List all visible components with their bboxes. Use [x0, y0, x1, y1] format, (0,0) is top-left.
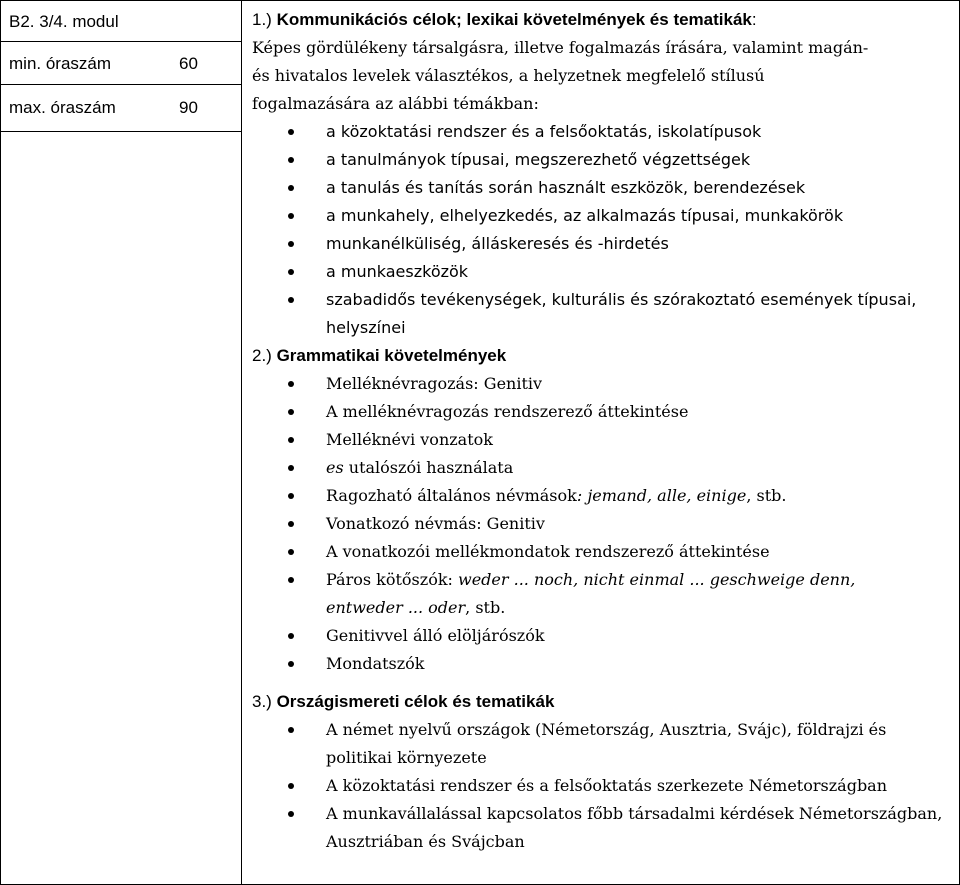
section1-intro	[252, 34, 952, 118]
list-item: a tanulmányok típusai, megszerezhető végzettségek	[252, 146, 952, 174]
list-item: A közoktatási rendszer és a felsőoktatás szerkezete Németországban	[252, 772, 952, 800]
max-hours-row	[1, 84, 241, 132]
list-item: a munkahely, elhelyezkedés, az alkalmazás típusai, munkakörök	[252, 202, 952, 230]
section2-heading	[252, 342, 952, 370]
list-item: Vonatkozó névmás: Genitiv	[252, 510, 952, 538]
min-hours-value: 60	[179, 54, 198, 73]
section1-heading	[252, 6, 952, 34]
min-hours-label: min. óraszám	[9, 54, 112, 73]
section2-number: 2.)	[252, 346, 272, 365]
conj-label: Páros kötőszók:	[326, 570, 453, 589]
intro-line: és hivatalos levelek választékos, a helyzetnek megfelelő stílusú	[252, 66, 765, 85]
conj-examples-1: weder ... noch, nicht einmal ... geschweige denn,	[458, 570, 856, 589]
intro-line: Képes gördülékeny társalgásra, illetve fogalmazás írására, valamint magán-	[252, 38, 869, 57]
section2-list	[252, 370, 952, 678]
list-item: A vonatkozói mellékmondatok rendszerező áttekintése	[252, 538, 952, 566]
intro-line: fogalmazására az alábbi témákban:	[252, 94, 539, 113]
pronoun-colon: :	[576, 486, 583, 505]
pronoun-label: Ragozható általános névmások	[326, 486, 577, 505]
content-column	[252, 6, 952, 856]
conj-tail: , stb.	[465, 598, 506, 617]
list-item	[252, 482, 952, 510]
section1-colon: :	[751, 10, 757, 29]
section1-list	[252, 118, 952, 342]
list-item: Melléknévragozás: Genitiv	[252, 370, 952, 398]
list-item: a munkaeszközök	[252, 258, 952, 286]
list-item: szabadidős tevékenységek, kulturális és szórakoztató események típusai, helyszínei	[252, 286, 952, 342]
module-name: B2. 3/4. modul	[9, 12, 119, 31]
section3-number: 3.)	[252, 692, 272, 711]
section1-title: Kommunikációs célok; lexikai követelmények és tematikák	[276, 10, 752, 29]
list-item	[252, 454, 952, 482]
module-row	[1, 1, 241, 42]
max-hours-label: max. óraszám	[9, 98, 116, 117]
min-hours-row	[1, 41, 241, 85]
pronoun-tail: , stb.	[746, 486, 787, 505]
section3-heading	[252, 688, 952, 716]
list-item: A munkavállalással kapcsolatos főbb társadalmi kérdések Németországban, Ausztriában és Svájcban	[252, 800, 952, 856]
section1-number: 1.)	[252, 10, 272, 29]
list-item: munkanélküliség, álláskeresés és -hirdetés	[252, 230, 952, 258]
list-item: Genitivvel álló elöljárószók	[252, 622, 952, 650]
es-usage: utalószói használata	[348, 458, 514, 477]
max-hours-value: 90	[179, 98, 198, 117]
conj-examples-2: entweder ... oder	[326, 598, 466, 617]
list-item: A német nyelvű országok (Németország, Ausztria, Svájc), földrajzi és politikai környezete	[252, 716, 952, 772]
section3-title: Országismereti célok és tematikák	[276, 692, 555, 711]
section3-list	[252, 716, 952, 856]
list-item: Mondatszók	[252, 650, 952, 678]
list-item: a tanulás és tanítás során használt eszközök, berendezések	[252, 174, 952, 202]
module-info-column	[1, 1, 242, 884]
pronoun-examples: jemand, alle, einige	[587, 486, 747, 505]
list-item: Melléknévi vonzatok	[252, 426, 952, 454]
list-item: A melléknévragozás rendszerező áttekintése	[252, 398, 952, 426]
section2-title: Grammatikai követelmények	[276, 346, 507, 365]
list-item	[252, 566, 952, 622]
es-word: es	[326, 458, 344, 477]
list-item: a közoktatási rendszer és a felsőoktatás, iskolatípusok	[252, 118, 952, 146]
